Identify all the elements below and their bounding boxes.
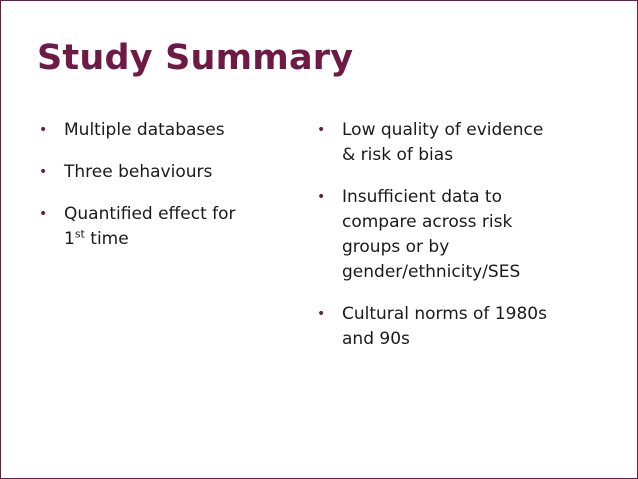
bullet-item: [39, 202, 289, 252]
ordinal-rest: time: [84, 229, 129, 249]
bullet-text: Multiple databases: [64, 120, 225, 140]
bullet-text: Low quality of evidence: [342, 120, 544, 140]
bullet-marker: •: [317, 122, 326, 138]
bullet-marker: •: [39, 122, 48, 138]
bullet-marker: •: [317, 189, 326, 205]
bullet-item: [317, 118, 607, 168]
bullet-item: [39, 160, 289, 185]
bullet-text: Three behaviours: [64, 162, 213, 182]
bullet-item: [317, 185, 607, 285]
bullet-text-ordinal-line: [64, 227, 289, 252]
bullet-text: compare across risk: [342, 212, 513, 232]
bullet-text: gender/ethnicity/SES: [342, 262, 521, 282]
bullet-text: Insufficient data to: [342, 187, 502, 207]
bullet-text: Cultural norms of 1980s: [342, 304, 547, 324]
ordinal-suffix: st: [74, 227, 85, 241]
bullet-text: Quantified effect for: [64, 204, 236, 224]
bullet-text: groups or by: [342, 237, 450, 257]
bullet-marker: •: [39, 206, 48, 222]
bullet-item: [317, 302, 607, 352]
slide-title: Study Summary: [37, 38, 354, 78]
left-bullet-list: [39, 118, 289, 269]
bullet-text: & risk of bias: [342, 145, 454, 165]
bullet-marker: •: [39, 164, 48, 180]
ordinal-number: 1: [64, 229, 75, 249]
bullet-marker: •: [317, 306, 326, 322]
right-bullet-list: [317, 118, 607, 369]
bullet-text: and 90s: [342, 329, 410, 349]
bullet-item: [39, 118, 289, 143]
